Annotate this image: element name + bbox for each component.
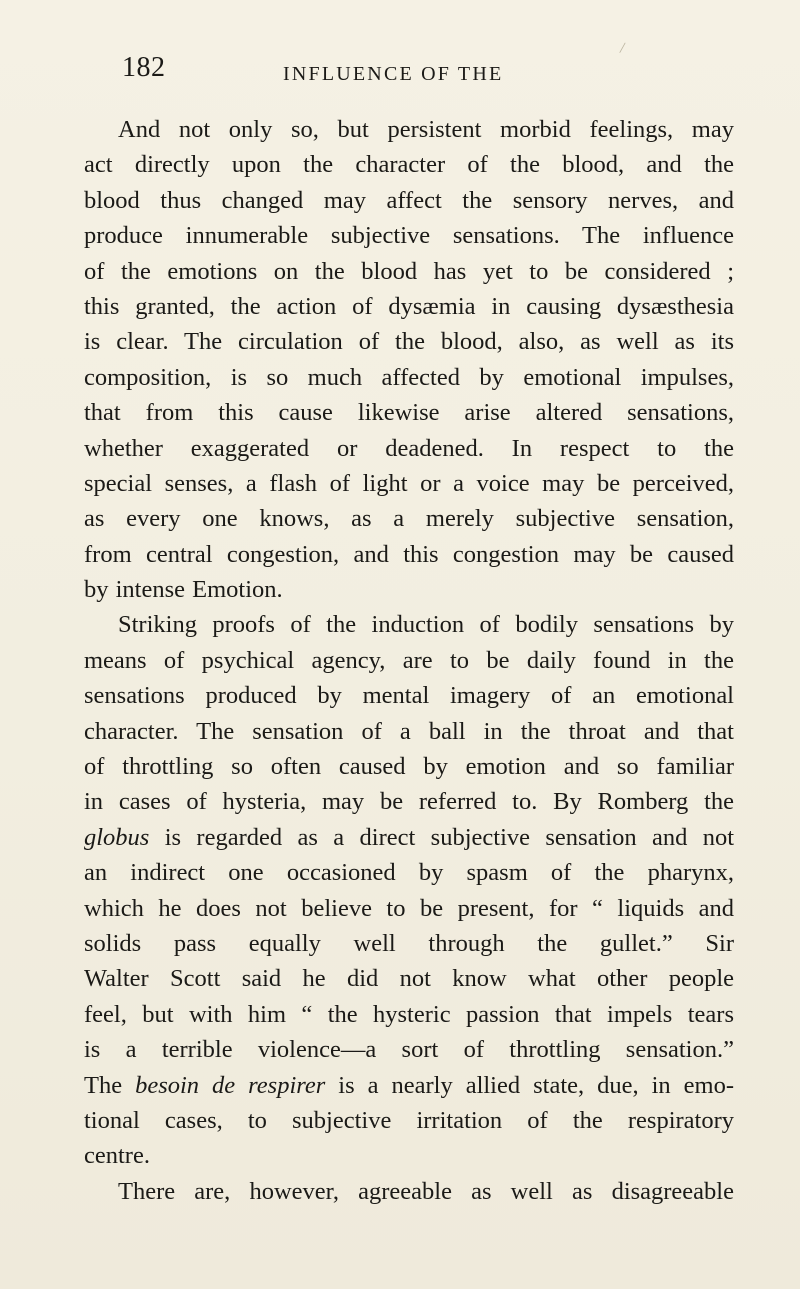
text-line: as every one knows, as a merely subjective sensation, [84, 505, 734, 533]
text-line [84, 1068, 734, 1103]
pencil-margin-mark: / [618, 39, 626, 58]
text-line: by intense Emotion. [84, 576, 283, 604]
text-line: act directly upon the character of the blood, and the [84, 151, 734, 179]
italic-term: globus [84, 823, 150, 851]
text-span: The [84, 1071, 136, 1099]
text-line: Walter Scott said he did not know what other people [84, 965, 734, 993]
text-line: means of psychical agency, are to be daily found in the [84, 646, 734, 674]
page-number: 182 [122, 52, 166, 83]
text-line: character. The sensation of a ball in the throat and that [84, 717, 734, 745]
running-title: INFLUENCE OF THE [283, 63, 504, 85]
text-line: of the emotions on the blood has yet to be considered ; [84, 257, 734, 285]
text-line: special senses, a flash of light or a voice may be perceived, [84, 469, 734, 497]
text-line: There are, however, agreeable as well as disagreeable [118, 1177, 734, 1205]
text-line: of throttling so often caused by emotion and so familiar [84, 753, 734, 781]
text-line: blood thus changed may affect the sensory nerves, and [84, 186, 734, 214]
text-span: is a nearly allied state, due, in emo- [325, 1071, 734, 1099]
text-line: sensations produced by mental imagery of an emotional [84, 682, 734, 710]
text-line: is clear. The circulation of the blood, also, as well as its [84, 328, 734, 356]
text-line: And not only so, but persistent morbid feelings, may [118, 116, 734, 143]
text-line: that from this cause likewise arise altered sensations, [84, 399, 734, 427]
text-line: from central congestion, and this congestion may be caused [84, 540, 734, 568]
text-line: tional cases, to subjective irritation of the respiratory [84, 1106, 734, 1134]
text-line: an indirect one occasioned by spasm of the pharynx, [84, 859, 734, 887]
text-line: this granted, the action of dysæmia in causing dysæsthesia [84, 292, 734, 320]
text-line: is a terrible violence—a sort of throttling sensation.” [84, 1036, 734, 1064]
text-line: composition, is so much affected by emotional impulses, [84, 363, 734, 391]
text-line: feel, but with him “ the hysteric passion that impels tears [84, 1000, 734, 1028]
text-line: which he does not believe to be present, for “ liquids and [84, 894, 734, 922]
text-line: centre. [84, 1142, 150, 1170]
text-line: solids pass equally well through the gullet.” Sir [84, 929, 734, 957]
text-span: is regarded as a direct subjective sensation and not [149, 823, 734, 851]
text-line [84, 820, 734, 855]
text-line: in cases of hysteria, may be referred to. By Romberg the [84, 788, 734, 816]
text-line: Striking proofs of the induction of bodily sensations by [118, 611, 734, 639]
text-line: whether exaggerated or deadened. In respect to the [84, 434, 734, 462]
text-line: produce innumerable subjective sensations. The influence [84, 222, 734, 250]
italic-term: besoin de respirer [135, 1071, 326, 1099]
body-text [84, 112, 734, 1209]
